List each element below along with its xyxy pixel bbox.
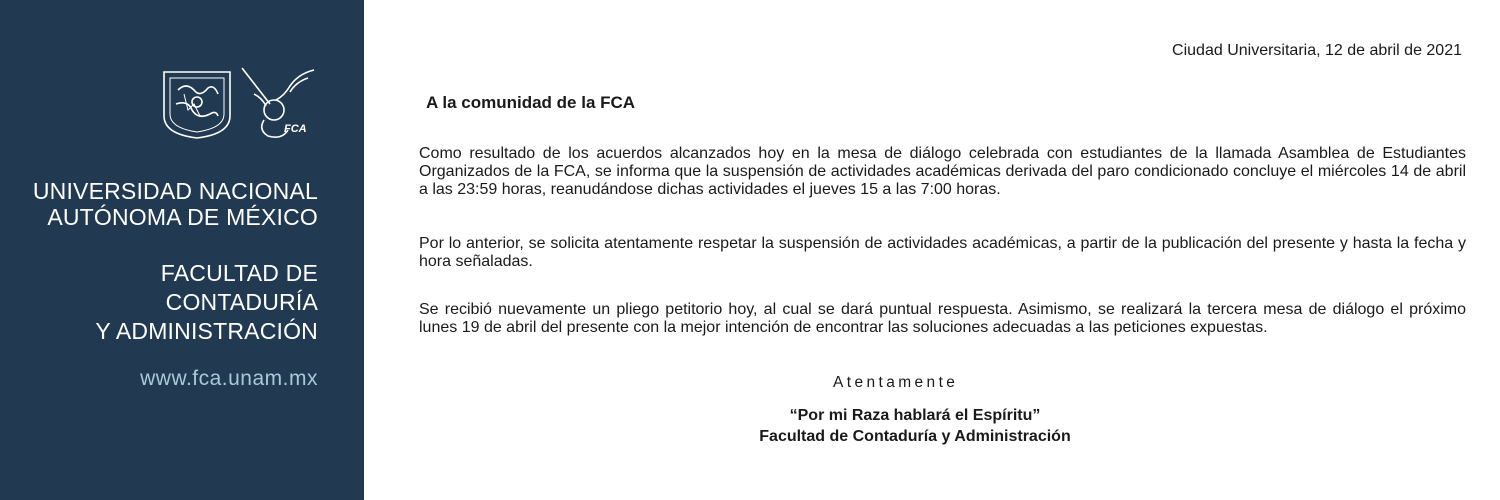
faculty-name: [95, 259, 318, 346]
university-name-line: AUTÓNOMA DE MÉXICO: [47, 204, 318, 230]
sidebar-panel: [0, 0, 364, 500]
signature-line: Facultad de Contaduría y Administración: [759, 428, 1071, 445]
institution-logos: [158, 64, 318, 142]
letter-signature-block: [620, 405, 1210, 447]
faculty-name-line: FACULTAD DE: [160, 260, 318, 286]
letter-closing: Atentamente: [833, 374, 959, 391]
university-name: [33, 178, 318, 230]
university-motto: “Por mi Raza hablará el Espíritu”: [789, 407, 1041, 424]
university-name-line: UNIVERSIDAD NACIONAL: [32, 178, 318, 204]
letter-greeting: A la comunidad de la FCA: [426, 93, 636, 112]
letter-paragraph: Se recibió nuevamente un pliego petitorio hoy, al cual se dará puntual respuesta. Asimismo, se realizará la tercera mesa de diálogo el próximo lunes 19 de abril del presente con la mejor intención de encontrar las soluciones adecuadas a las peticiones expuestas.: [419, 301, 1466, 336]
fca-logo-text: FCA: [284, 123, 307, 135]
unam-seal-icon: [164, 72, 230, 138]
letter-paragraph: Por lo anterior, se solicita atentamente respetar la suspensión de actividades académicas, a partir de la publicación del presente y hasta la fecha y hora señaladas.: [419, 235, 1466, 270]
faculty-name-line: Y ADMINISTRACIÓN: [95, 318, 318, 344]
letter-date: Ciudad Universitaria, 12 de abril de 2021: [1172, 42, 1462, 59]
faculty-name-line: CONTADURÍA: [165, 289, 318, 315]
website-link[interactable]: www.fca.unam.mx: [140, 367, 318, 390]
logo-group: [158, 64, 318, 142]
letter-paragraph: Como resultado de los acuerdos alcanzados hoy en la mesa de diálogo celebrada con estudiantes de la llamada Asamblea de Estudiantes Organizados de la FCA, se informa que la suspensión de actividades académicas derivada del paro condicionado concluye el miércoles 14 de abril a las 23:59 horas, reanudándose dichas actividades el jueves 15 a las 7:00 horas.: [419, 145, 1466, 198]
